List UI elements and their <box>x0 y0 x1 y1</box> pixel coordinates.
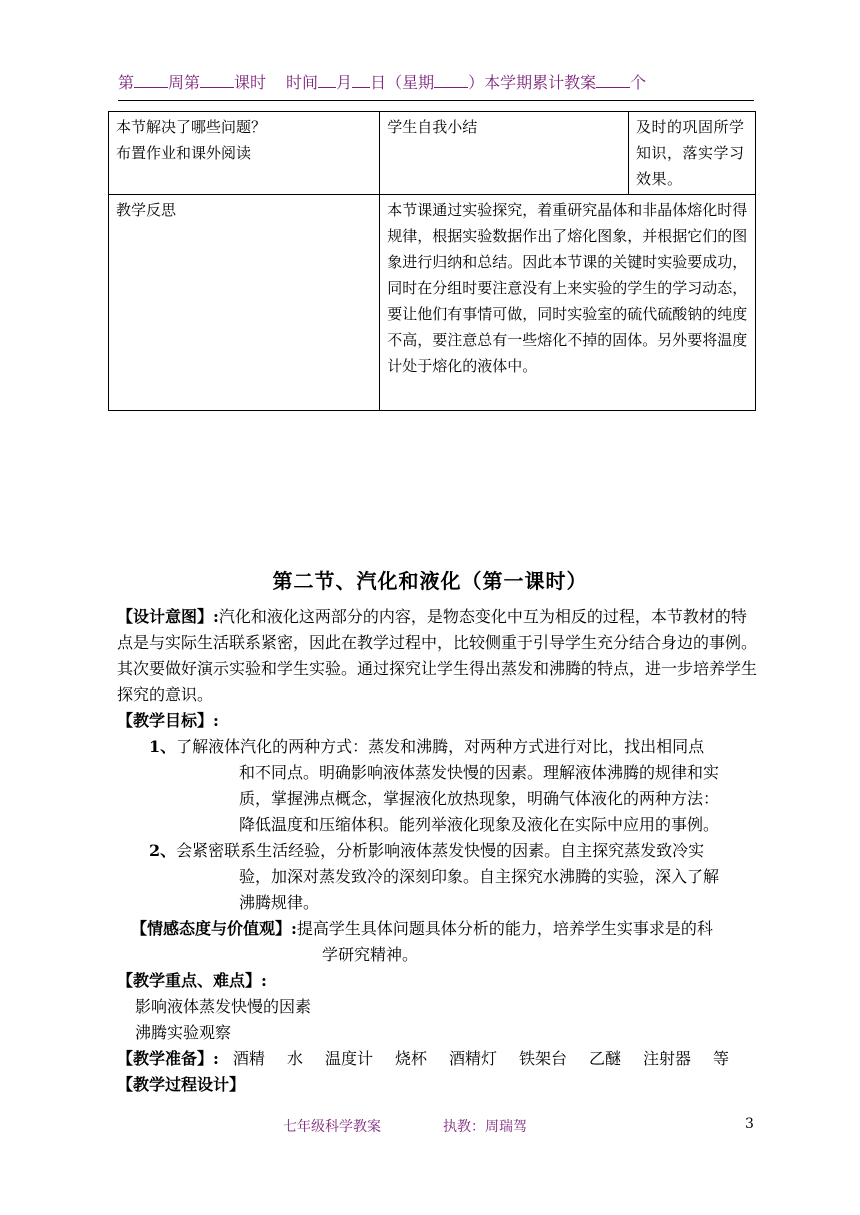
preparation-item: 酒精 <box>232 1049 265 1068</box>
preparation-item: 温度计 <box>324 1049 373 1068</box>
table-cell-questions <box>109 112 380 195</box>
page-number: 3 <box>745 1116 754 1132</box>
goal-1-text: 了解液体汽化的两种方式：蒸发和沸腾，对两种方式进行对比，找出相同点 <box>176 737 705 756</box>
emotion-line: 学研究精神。 <box>322 945 419 964</box>
blank-period <box>200 73 234 88</box>
table-row <box>109 112 756 195</box>
header-text-weekday: 日（星期 <box>370 73 435 92</box>
blank-count <box>596 73 630 88</box>
preparation-item: 乙醚 <box>589 1049 622 1068</box>
preparation-item: 等 <box>713 1049 730 1068</box>
footer-course: 七年级科学教案 <box>283 1119 381 1135</box>
goal-1-line <box>117 734 757 760</box>
section-title: 第二节、汽化和液化（第一课时） <box>272 569 588 593</box>
goal-1-number: 1、 <box>149 737 177 756</box>
preparation-item: 烧杯 <box>394 1049 427 1068</box>
table-cell-reflection-text: 本节课通过实验探究，着重研究晶体和非晶体熔化时得规律，根据实验数据作出了熔化图象，并根据它们的图象进行归纳和总结。因此本节课的关键时实验要成功，同时在分组时要注意没有上来实验的学生的学习动态，要让他们有事情可做，同时实验室的硫代硫酸钠的纯度不高，要注意总有一些熔化不掉的固体。另外要将温度计处于熔化的液体中。 <box>380 195 756 411</box>
key-point-item: 影响液体蒸发快慢的因素 <box>135 997 312 1016</box>
design-intent-paragraph <box>117 604 757 708</box>
cell-text: 布置作业和课外阅读 <box>116 144 252 162</box>
blank-weekday <box>434 73 468 88</box>
preparation-label: 【教学准备】: <box>117 1049 219 1068</box>
header-text-cumulative: ）本学期累计教案 <box>468 73 597 92</box>
header-text-time: 时间 <box>286 73 319 92</box>
key-points-label: 【教学重点、难点】: <box>117 971 267 990</box>
table-cell-purpose: 及时的巩固所学知识，落实学习效果。 <box>629 112 756 195</box>
emotion-text: 提高学生具体问题具体分析的能力，培养学生实事求是的科 <box>296 919 713 938</box>
preparation-item: 酒精灯 <box>448 1049 497 1068</box>
lesson-body <box>117 604 757 1098</box>
goals-label: 【教学目标】: <box>117 711 219 730</box>
goal-2-line <box>117 838 757 864</box>
emotion-label: 【情感态度与价值观】: <box>131 919 297 938</box>
goal-1-line: 和不同点。明确影响液体蒸发快慢的因素。理解液体沸腾的规律和实 <box>239 763 720 782</box>
preparation-item: 注射器 <box>643 1049 692 1068</box>
blank-month <box>318 73 336 88</box>
blank-day <box>352 73 370 88</box>
process-label: 【教学过程设计】 <box>117 1075 246 1094</box>
blank-week <box>134 73 168 88</box>
header-text-unit: 个 <box>630 73 647 92</box>
cell-text: 本节解决了哪些问题？ <box>116 118 267 136</box>
goal-2-line: 沸腾规律。 <box>239 893 320 912</box>
header-rule <box>118 100 754 101</box>
emotion-line <box>117 916 757 942</box>
header-text-lesson: 课时 <box>234 73 267 92</box>
lesson-plan-table <box>108 111 756 411</box>
footer-teacher: 执教：周瑞驾 <box>443 1119 527 1135</box>
goal-1-line: 降低温度和压缩体积。能列举液化现象及液化在实际中应用的事例。 <box>239 815 720 834</box>
preparation-items <box>219 1049 729 1068</box>
header-text-month: 月 <box>336 73 353 92</box>
goal-2-text: 会紧密联系生活经验，分析影响液体蒸发快慢的因素。自主探究蒸发致冷实 <box>176 841 705 860</box>
goal-2-number: 2、 <box>149 841 177 860</box>
table-row <box>109 195 756 411</box>
preparation-line <box>117 1046 757 1072</box>
preparation-item: 水 <box>286 1049 303 1068</box>
goal-1-line: 质，掌握沸点概念，掌握液化放热现象，明确气体液化的两种方法： <box>239 789 720 808</box>
preparation-item: 铁架台 <box>519 1049 568 1068</box>
table-cell-reflection-label: 教学反思 <box>109 195 380 411</box>
header-text-week: 第 <box>118 73 135 92</box>
header-text-period: 周第 <box>168 73 201 92</box>
design-intent-label: 【设计意图】: <box>117 607 219 626</box>
page-header <box>118 70 758 93</box>
table-cell-summary: 学生自我小结 <box>380 112 629 195</box>
design-intent-text: 汽化和液化这两部分的内容，是物态变化中互为相反的过程，本节教材的特点是与实际生活联系紧密，因此在教学过程中，比较侧重于引导学生充分结合身边的事例。其次要做好演示实验和学生实验。通过探究让学生得出蒸发和沸腾的特点，进一步培养学生探究的意识。 <box>117 607 758 704</box>
key-point-item: 沸腾实验观察 <box>135 1023 232 1042</box>
goal-2-line: 验，加深对蒸发致冷的深刻印象。自主探究水沸腾的实验，深入了解 <box>239 867 720 886</box>
